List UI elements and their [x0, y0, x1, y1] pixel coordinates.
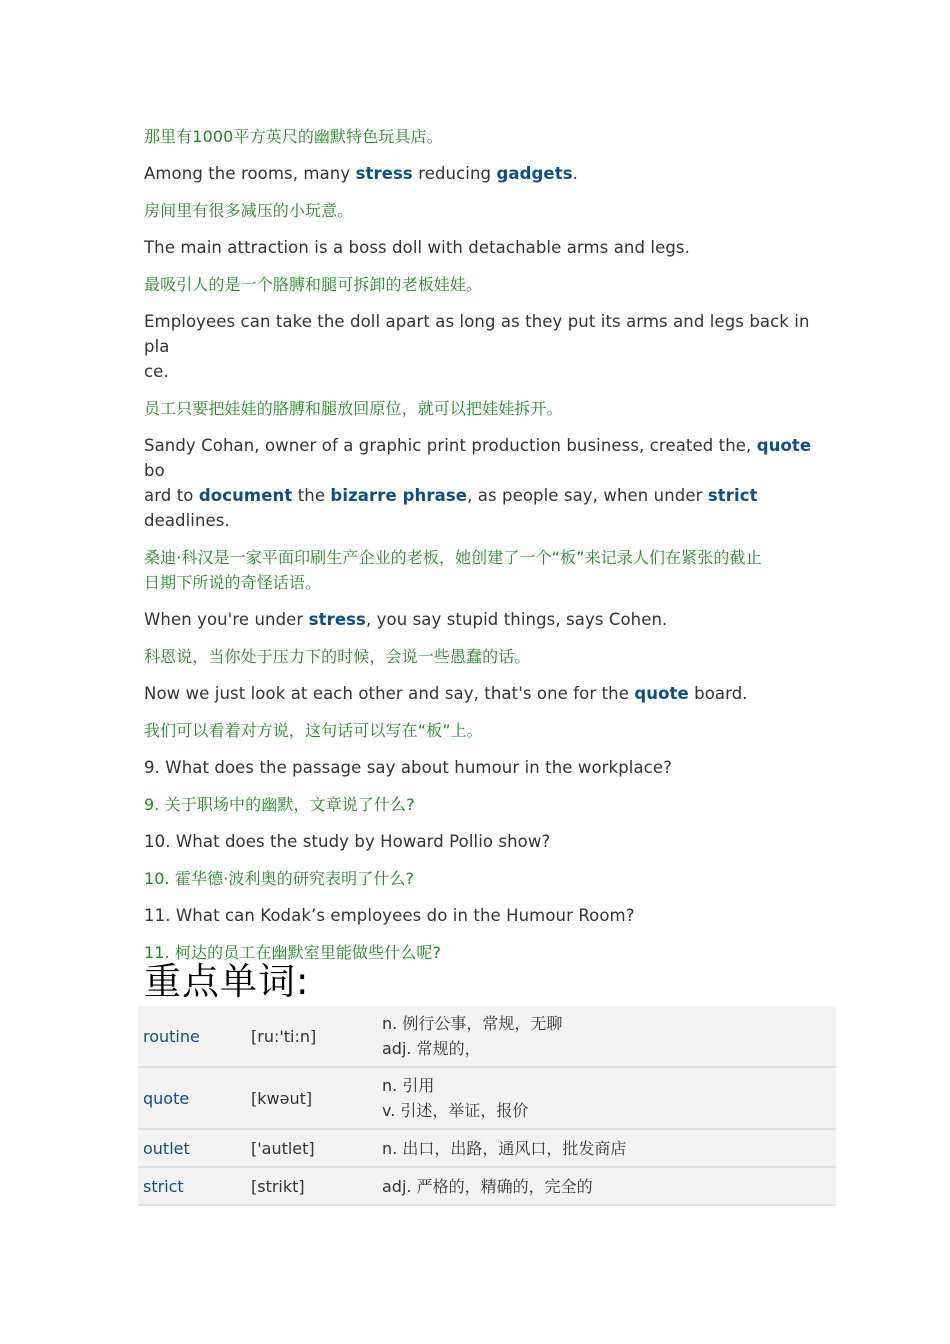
text-run: ard to: [144, 486, 199, 505]
vocab-row: [138, 1129, 836, 1167]
english-sentence: [144, 161, 814, 186]
english-sentence: [144, 903, 814, 928]
english-sentence: [144, 829, 814, 854]
english-sentence: [144, 755, 814, 780]
text-run: .: [572, 164, 578, 183]
vocab-phonetic: [strikt]: [251, 1167, 382, 1205]
english-sentence: [144, 433, 814, 533]
text-run: Employees can take the doll apart as long as they put its arms and legs back in pla: [144, 312, 810, 356]
keyword-highlight: gadgets: [496, 164, 573, 183]
text-run: 9. What does the passage say about humour in the workplace?: [144, 758, 672, 777]
text-run: 员工只要把娃娃的胳膊和腿放回原位，就可以把娃娃拆开。: [144, 399, 563, 418]
text-run: The main attraction is a boss doll with detachable arms and legs.: [144, 238, 690, 257]
definition-line: adj. 常规的，: [382, 1039, 481, 1058]
text-run: 日期下所说的奇怪话语。: [144, 573, 322, 592]
keyword-highlight: strict: [707, 486, 758, 505]
text-run: 11. 柯达的员工在幽默室里能做些什么呢?: [144, 943, 442, 962]
chinese-translation: [144, 198, 814, 223]
text-run: 10. What does the study by Howard Pollio show?: [144, 832, 551, 851]
keyword-highlight: quote: [634, 684, 689, 703]
chinese-translation: [144, 396, 814, 421]
vocab-row: [138, 1006, 836, 1067]
text-run: Among the rooms, many: [144, 164, 356, 183]
chinese-translation: [144, 644, 814, 669]
chinese-translation: [144, 272, 814, 297]
chinese-translation: [144, 866, 814, 891]
keyword-highlight: quote: [756, 436, 812, 455]
vocab-table: [138, 1006, 836, 1206]
definition-line: n. 例行公事，常规，无聊: [382, 1014, 563, 1033]
vocab-row: [138, 1067, 836, 1129]
vocab-word[interactable]: outlet: [138, 1129, 251, 1167]
vocab-phonetic: [kwəut]: [251, 1067, 382, 1129]
vocab-row: [138, 1167, 836, 1205]
text-run: board.: [688, 684, 748, 703]
text-run: ce.: [144, 362, 169, 381]
text-run: 科恩说，当你处于压力下的时候，会说一些愚蠢的话。: [144, 647, 531, 666]
text-run: 10. 霍华德·波利奥的研究表明了什么?: [144, 869, 415, 888]
definition-line: adj. 严格的，精确的，完全的: [382, 1176, 593, 1196]
vocab-definition: [382, 1167, 836, 1205]
keyword-highlight: document: [198, 486, 293, 505]
text-run: reducing: [412, 164, 497, 183]
text-run: 11. What can Kodak’s employees do in the Humour Room?: [144, 906, 635, 925]
text-run: deadlines.: [144, 511, 230, 530]
text-run: 那里有1000平方英尺的幽默特色玩具店。: [144, 127, 443, 146]
vocab-definition: [382, 1129, 836, 1167]
english-sentence: [144, 235, 814, 260]
text-run: 房间里有很多减压的小玩意。: [144, 201, 354, 220]
text-run: the: [292, 486, 331, 505]
vocab-word[interactable]: strict: [138, 1167, 251, 1205]
vocab-heading: 重点单词:: [144, 960, 310, 1003]
vocab-definition: [382, 1067, 836, 1129]
text-run: , as people say, when under: [467, 486, 708, 505]
text-run: Sandy Cohan, owner of a graphic print production business, created the,: [144, 436, 757, 455]
text-run: 最吸引人的是一个胳膊和腿可拆卸的老板娃娃。: [144, 275, 483, 294]
definition-line: v. 引述，举证，报价: [382, 1101, 529, 1120]
chinese-translation: [144, 545, 814, 595]
definition-line: n. 引用: [382, 1076, 435, 1095]
chinese-translation: [144, 718, 814, 743]
keyword-highlight: stress: [355, 164, 413, 183]
text-run: 我们可以看着对方说，这句话可以写在“板”上。: [144, 721, 483, 740]
vocab-definition: [382, 1006, 836, 1067]
vocab-phonetic: ['autlet]: [251, 1129, 382, 1167]
vocab-word[interactable]: routine: [138, 1006, 251, 1067]
text-run: When you're under: [144, 610, 309, 629]
english-sentence: [144, 607, 814, 632]
english-sentence: [144, 309, 814, 384]
text-run: 桑迪·科汉是一家平面印刷生产企业的老板，她创建了一个“板”来记录人们在紧张的截止: [144, 548, 762, 567]
keyword-highlight: stress: [308, 610, 366, 629]
definition-line: n. 出口，出路，通风口，批发商店: [382, 1138, 627, 1158]
chinese-translation: [144, 792, 814, 817]
english-sentence: [144, 681, 814, 706]
text-run: 9. 关于职场中的幽默，文章说了什么?: [144, 795, 415, 814]
keyword-highlight: bizarre phrase: [330, 486, 468, 505]
chinese-translation: [144, 124, 814, 149]
text-run: , you say stupid things, says Cohen.: [365, 610, 668, 629]
text-run: bo: [144, 461, 165, 480]
vocab-phonetic: [ru:'ti:n]: [251, 1006, 382, 1067]
vocab-word[interactable]: quote: [138, 1067, 251, 1129]
passage-text: [144, 124, 814, 977]
text-run: Now we just look at each other and say, that's one for the: [144, 684, 635, 703]
